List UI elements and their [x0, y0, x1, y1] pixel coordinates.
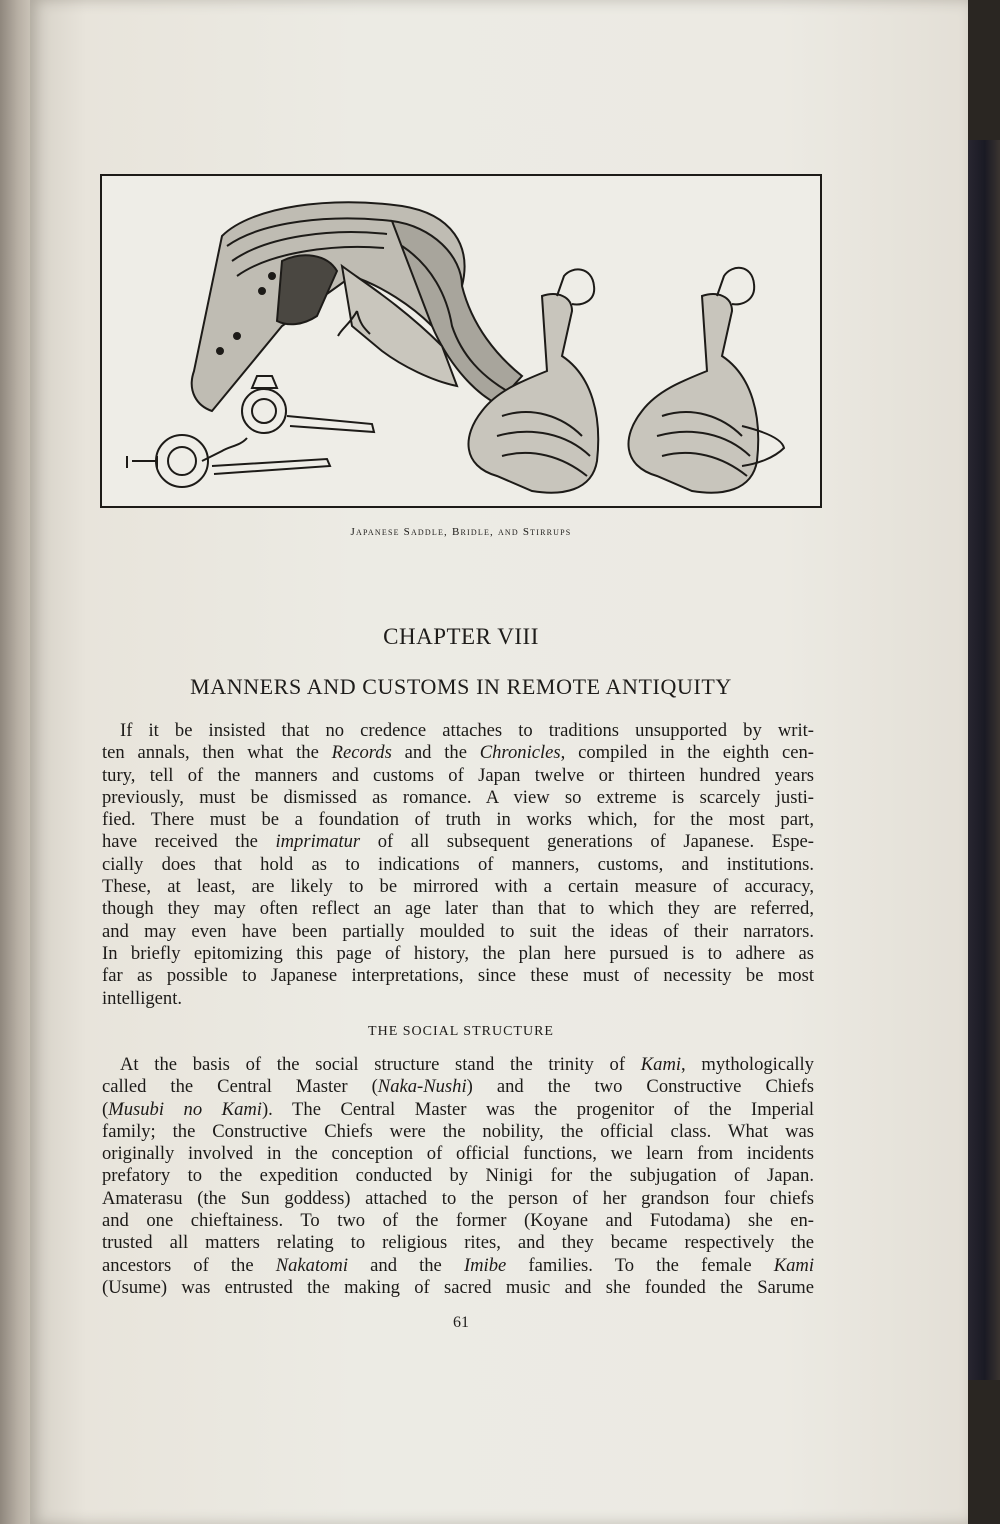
- text-line: and may even have been partially moulded to suit the ideas of their narrators.: [102, 920, 814, 942]
- paragraph-social-structure: [102, 1054, 814, 1299]
- text-line: cially does that hold as to indications of manners, customs, and institutions.: [102, 853, 814, 875]
- text-line: and one chieftainess. To two of the former (Koyane and Futodama) she en-: [102, 1210, 814, 1232]
- text-line: far as possible to Japanese interpretations, since these must of necessity be most: [102, 965, 814, 987]
- text-line: have received the imprimatur of all subsequent generations of Japanese. Espe-: [102, 831, 814, 853]
- illustration-caption: Japanese Saddle, Bridle, and Stirrups: [350, 526, 572, 538]
- illustration-saddle-bridle-stirrups: [100, 174, 822, 508]
- text-line: intelligent.: [102, 987, 183, 1009]
- text-line: (Musubi no Kami). The Central Master was the progenitor of the Imperial: [102, 1098, 814, 1120]
- text-line: (Usume) was entrusted the making of sacred music and she founded the Sarume: [102, 1276, 814, 1298]
- text-line: tury, tell of the manners and customs of Japan twelve or thirteen hundred years: [102, 764, 814, 786]
- chapter-title: MANNERS AND CUSTOMS IN REMOTE ANTIQUITY: [190, 674, 732, 699]
- text-line: If it be insisted that no credence attaches to traditions unsupported by writ-: [120, 720, 814, 741]
- text-line: ten annals, then what the Records and the Chronicles, compiled in the eighth cen-: [102, 742, 814, 764]
- text-line: ancestors of the Nakatomi and the Imibe families. To the female Kami: [102, 1254, 814, 1276]
- text-line: These, at least, are likely to be mirrored with a certain measure of accuracy,: [102, 876, 814, 898]
- text-line: family; the Constructive Chiefs were the nobility, the official class. What was: [102, 1120, 814, 1142]
- paragraph-intro: [102, 720, 814, 1010]
- page-number: 61: [453, 1314, 469, 1331]
- text-line: Amaterasu (the Sun goddess) attached to the person of her grandson four chiefs: [102, 1187, 814, 1209]
- text-line: though they may often reflect an age later than that to which they are referred,: [102, 898, 814, 920]
- text-line: In briefly epitomizing this page of history, the plan here pursued is to adhere as: [102, 942, 814, 964]
- text-line: prefatory to the expedition conducted by Ninigi for the subjugation of Japan.: [102, 1165, 814, 1187]
- text-line: originally involved in the conception of official functions, we learn from incidents: [102, 1143, 814, 1165]
- section-heading: THE SOCIAL STRUCTURE: [368, 1024, 554, 1039]
- text-line: fied. There must be a foundation of truth in works which, for the most part,: [102, 809, 814, 831]
- illustration-drawing: [102, 176, 820, 506]
- text-line: previously, must be dismissed as romance. A view so extreme is scarcely justi-: [102, 786, 814, 808]
- text-line: called the Central Master (Naka-Nushi) and the two Constructive Chiefs: [102, 1076, 815, 1098]
- chapter-number: CHAPTER VIII: [383, 624, 539, 649]
- text-line: At the basis of the social structure stand the trinity of Kami, mythologically: [120, 1054, 814, 1075]
- text-line: trusted all matters relating to religious rites, and they became respectively the: [102, 1232, 814, 1254]
